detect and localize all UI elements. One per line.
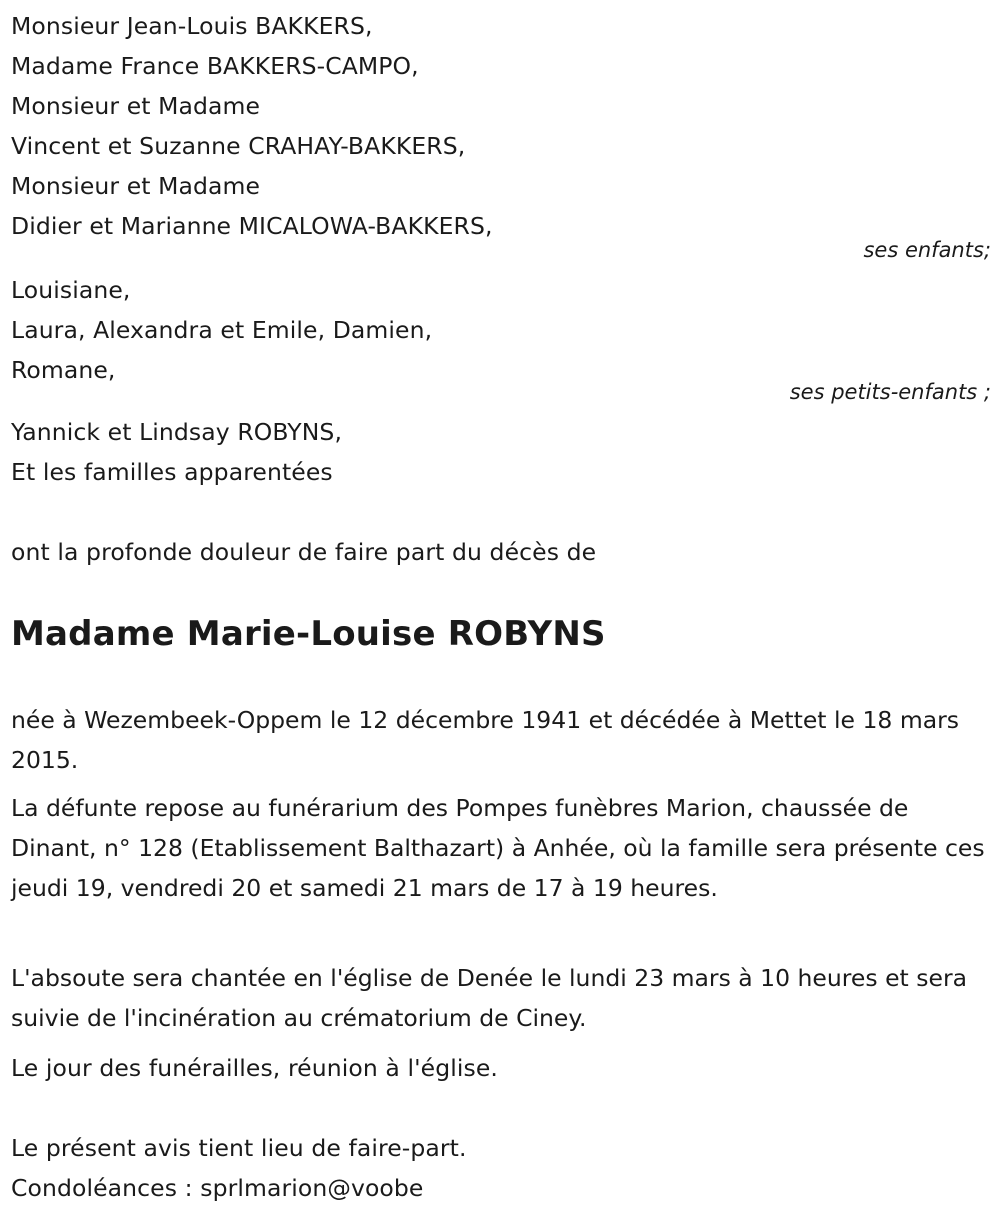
birth-death-paragraph: née à Wezembeek-Oppem le 12 décembre 1941 et décédée à Mettet le 18 mars 2015. bbox=[11, 706, 960, 774]
notice-text: Le présent avis tient lieu de faire-part. bbox=[11, 1134, 467, 1162]
children-role-label: ses enfants; bbox=[863, 238, 991, 262]
grandchild-line-2: Laura, Alexandra et Emile, Damien, bbox=[11, 316, 433, 344]
funeral-day-text: Le jour des funérailles, réunion à l'église. bbox=[11, 1054, 498, 1082]
child-line-6: Didier et Marianne MICALOWA-BAKKERS, bbox=[11, 212, 493, 240]
grandchildren-role-label: ses petits-enfants ; bbox=[789, 380, 991, 404]
grandchild-line-3: Romane, bbox=[11, 356, 116, 384]
announcement-text: ont la profonde douleur de faire part du décès de bbox=[11, 538, 597, 566]
child-line-2: Madame France BAKKERS-CAMPO, bbox=[11, 52, 419, 80]
grandchild-line-1: Louisiane, bbox=[11, 276, 131, 304]
deceased-name: Madame Marie-Louise ROBYNS bbox=[11, 614, 606, 654]
child-line-5: Monsieur et Madame bbox=[11, 172, 261, 200]
other-line-1: Yannick et Lindsay ROBYNS, bbox=[11, 418, 343, 446]
repose-paragraph: La défunte repose au funérarium des Pompes funèbres Marion, chaussée de Dinant, n° 128 (Etablissement Balthazart) à Anhée, où la famille sera présente ces jeudi 19, vendredi 20 et samedi 21 mars de 17 à 19 heures. bbox=[11, 794, 985, 902]
other-line-2: Et les familles apparentées bbox=[11, 458, 333, 486]
child-line-4: Vincent et Suzanne CRAHAY-BAKKERS, bbox=[11, 132, 466, 160]
child-line-3: Monsieur et Madame bbox=[11, 92, 261, 120]
condolences-text: Condoléances : sprlmarion@voobe bbox=[11, 1174, 424, 1202]
absoute-paragraph: L'absoute sera chantée en l'église de Denée le lundi 23 mars à 10 heures et sera suivie de l'incinération au crématorium de Ciney. bbox=[11, 964, 968, 1032]
child-line-1: Monsieur Jean-Louis BAKKERS, bbox=[11, 12, 373, 40]
